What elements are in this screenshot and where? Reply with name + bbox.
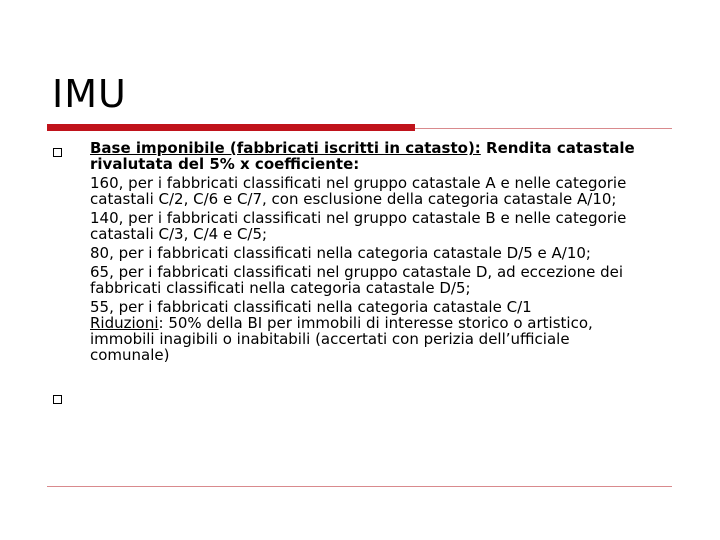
slide-body <box>90 140 650 363</box>
title-thin-rule <box>415 128 672 129</box>
title-accent-rule <box>47 124 415 131</box>
hollow-square-bullet-icon <box>53 148 62 157</box>
coefficient-line-140: 140, per i fabbricati classificati nel gruppo catastale B e nelle categorie catastali C/3, C/4 e C/5; <box>90 209 627 243</box>
riduzioni-text: : 50% della BI per immobili di interesse storico o artistico, immobili inagibili o inabitabili (accertati con perizia dell’ufficiale comunale) <box>90 314 593 364</box>
coefficient-line-55: 55, per i fabbricati classificati nella categoria catastale C/1 <box>90 298 532 316</box>
riduzioni-label: Riduzioni <box>90 314 159 332</box>
base-imponibile-heading-rest: Rendita catastale rivalutata del 5% x coefficiente: <box>90 139 635 173</box>
hollow-square-bullet-icon <box>53 395 62 404</box>
bottom-rule <box>47 486 672 487</box>
coefficient-line-160: 160, per i fabbricati classificati nel gruppo catastale A e nelle categorie catastali C/2, C/6 e C/7, con esclusione della categoria catastale A/10; <box>90 174 627 208</box>
base-imponibile-heading: Base imponibile (fabbricati iscritti in catasto): <box>90 139 481 157</box>
coefficient-line-80: 80, per i fabbricati classificati nella categoria catastale D/5 e A/10; <box>90 244 591 262</box>
slide-title: IMU <box>52 72 127 116</box>
bullet-2-riduzioni <box>90 315 650 363</box>
bullet-1-heading <box>90 140 650 172</box>
coefficient-line-65: 65, per i fabbricati classificati nel gruppo catastale D, ad eccezione dei fabbricati classificati nella categoria catastale D/5; <box>90 263 624 297</box>
